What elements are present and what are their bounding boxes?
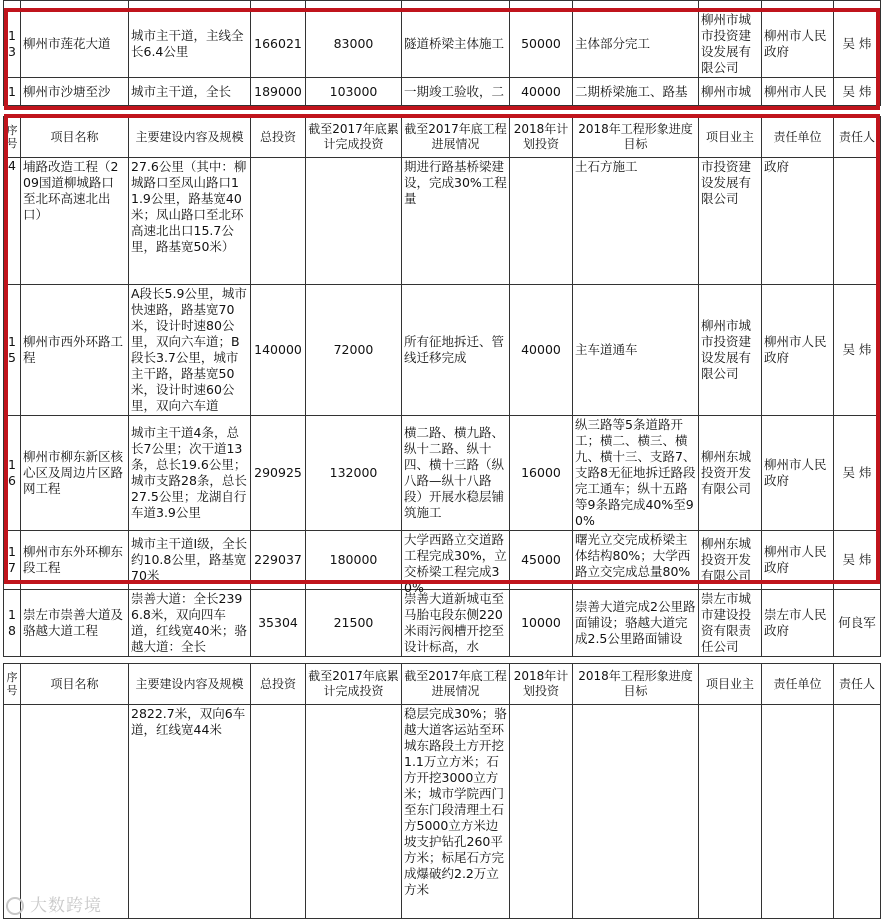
cell-person: 吴 炜: [834, 531, 881, 590]
header-done: 截至2017年底累计完成投资: [306, 664, 402, 705]
header-content: 主要建设内容及规模: [129, 664, 251, 705]
cell-seq: 1 3: [4, 11, 21, 78]
target-text: 曙光立交完成桥梁主体结构80%；大学西路立交完成总量80%: [575, 532, 691, 579]
cell-plan: [510, 158, 573, 285]
cell-unit: [762, 705, 834, 919]
cell-name: 埔路改造工程（209国道柳城路口至北环高速北出口）: [21, 158, 129, 285]
table-cut-row: [4, 1, 881, 11]
header-done: 截至2017年底累计完成投资: [306, 117, 402, 158]
cell-total: [251, 158, 306, 285]
cell-done: 103000: [306, 78, 402, 106]
header-seq: 序号: [4, 664, 21, 705]
table-header: [4, 117, 881, 158]
cell-seq: 1 6: [4, 416, 21, 531]
table-continued: [3, 663, 881, 919]
cell-target: [573, 705, 699, 919]
cell-owner: 柳州市城: [699, 78, 762, 106]
cell-plan: [510, 705, 573, 919]
table-header: [4, 664, 881, 705]
cell-total: 290925: [251, 416, 306, 531]
cell-done: 132000: [306, 416, 402, 531]
cell-total: 229037: [251, 531, 306, 590]
table-row: [4, 11, 881, 78]
header-unit: 责任单位: [762, 117, 834, 158]
cell-seq: [4, 705, 21, 919]
cell-done: 180000: [306, 531, 402, 590]
cell-done: 72000: [306, 285, 402, 416]
cell-target: 主体部分完工: [573, 11, 699, 78]
cell-total: 35304: [251, 590, 306, 657]
cell-person: 吴 炜: [834, 78, 881, 106]
header-name: 项目名称: [21, 664, 129, 705]
cell-done: 83000: [306, 11, 402, 78]
header-target: 2018年工程形象进度目标: [573, 664, 699, 705]
progress-text: 崇善大道新城屯至马胎屯段东侧220米雨污阀槽开挖至设计标高，水: [404, 591, 505, 654]
cell-done: 21500: [306, 590, 402, 657]
cell-content: 城市主干道Ⅰ级，全长约10.8公里，路基宽70米: [129, 531, 251, 590]
table-top: [3, 0, 881, 106]
cell-name: 柳州市莲花大道: [21, 11, 129, 78]
cell-plan: 50000: [510, 11, 573, 78]
table-row: [4, 590, 881, 657]
cell-name: 柳州市柳东新区核心区及周边片区路网工程: [21, 416, 129, 531]
header-plan: 2018年计划投资: [510, 664, 573, 705]
header-owner: 项目业主: [699, 664, 762, 705]
progress-text: 大学西路立交道路工程完成30%，立交桥梁工程完成30%: [404, 532, 507, 595]
cell-name: 柳州市沙塘至沙: [21, 78, 129, 106]
table-row: [4, 416, 881, 531]
cell-done: [306, 158, 402, 285]
cell-person: [834, 158, 881, 285]
header-progress: 截至2017年底工程进展情况: [402, 664, 510, 705]
header-person: 责任人: [834, 117, 881, 158]
cell-target: [573, 531, 699, 590]
cell-total: [251, 705, 306, 919]
cell-total: 189000: [251, 78, 306, 106]
cell-owner: 崇左市城市建设投资有限责任公司: [699, 590, 762, 657]
cell-content: 城市主干道4条，总长7公里；次干道13条，总长19.6公里；城市支路28条，总长27.5公里；龙湖自行车道3.9公里: [129, 416, 251, 531]
header-person: 责任人: [834, 664, 881, 705]
cell-name: 柳州市西外环路工程: [21, 285, 129, 416]
cell-name: 崇左市崇善大道及骆越大道工程: [21, 590, 129, 657]
cell-progress: 所有征地拆迁、管线迁移完成: [402, 285, 510, 416]
cell-progress: 期进行路基桥梁建设，完成30%工程量: [402, 158, 510, 285]
cell-unit: 柳州市人民政府: [762, 531, 834, 590]
cell-person: 吴 炜: [834, 416, 881, 531]
cell-target: 崇善大道完成2公里路面铺设；骆越大道完成2.5公里路面铺设: [573, 590, 699, 657]
cell-seq: 1 7: [4, 531, 21, 590]
cell-plan: 10000: [510, 590, 573, 657]
watermark-logo-icon: [6, 897, 24, 915]
watermark-text: 大数跨境: [30, 896, 102, 916]
cell-progress: 一期竣工验收，二: [402, 78, 510, 106]
cell-target: 主车道通车: [573, 285, 699, 416]
cell-done: [306, 705, 402, 919]
cell-total: 166021: [251, 11, 306, 78]
cell-unit: 政府: [762, 158, 834, 285]
cell-owner: 柳州东城投资开发有限公司: [699, 416, 762, 531]
cell-progress: 横二路、横九路、纵十二路、纵十四、横十三路（纵八路—纵十八路段）开展水稳层铺筑施工: [402, 416, 510, 531]
cell-seq: 4: [4, 158, 21, 285]
table-row: [4, 158, 881, 285]
header-plan: 2018年计划投资: [510, 117, 573, 158]
cell-name: [21, 705, 129, 919]
cell-plan: 45000: [510, 531, 573, 590]
cell-target: 土石方施工: [573, 158, 699, 285]
header-seq: 序号: [4, 117, 21, 158]
content-text: 崇善大道：全长2396.8米，双向四车道，红线宽40米；骆越大道：全长: [131, 591, 247, 654]
header-unit: 责任单位: [762, 664, 834, 705]
cell-target: 二期桥梁施工、路基: [573, 78, 699, 106]
cell-total: 140000: [251, 285, 306, 416]
table-row: [4, 285, 881, 416]
header-content: 主要建设内容及规模: [129, 117, 251, 158]
cell-content: A段长5.9公里，城市快速路，路基宽70米，设计时速80公里，双向六车道；B段长3.7公里，城市主干路，路基宽50米，设计时速60公里，双向六车道: [129, 285, 251, 416]
cell-target: 纵三路等5条道路开工；横二、横三、横九、横十三、支路7、支路8无征地拆迁路段完工通车；纵十五路等9条路完成40%至90%: [573, 416, 699, 531]
cell-person: 何良军: [834, 590, 881, 657]
cell-seq: 1 5: [4, 285, 21, 416]
cell-name: 柳州市东外环柳东段工程: [21, 531, 129, 590]
table-row: [4, 531, 881, 590]
header-target: 2018年工程形象进度目标: [573, 117, 699, 158]
cell-person: 吴 炜: [834, 11, 881, 78]
table-row: [4, 78, 881, 106]
cell-person: 吴 炜: [834, 285, 881, 416]
header-total: 总投资: [251, 664, 306, 705]
header-name: 项目名称: [21, 117, 129, 158]
table-row: [4, 705, 881, 919]
cell-plan: 40000: [510, 285, 573, 416]
cell-seq: 1 8: [4, 590, 21, 657]
cell-owner: 市投资建设发展有限公司: [699, 158, 762, 285]
cell-content: 2822.7米，双向6车道，红线宽44米: [129, 705, 251, 919]
cell-unit: 柳州市人民政府: [762, 285, 834, 416]
cell-content: 城市主干道，主线全长6.4公里: [129, 11, 251, 78]
cell-unit: 柳州市人民政府: [762, 416, 834, 531]
cell-progress: 隧道桥梁主体施工: [402, 11, 510, 78]
cell-owner: [699, 705, 762, 919]
cell-unit: 柳州市人民: [762, 78, 834, 106]
cell-content: 27.6公里（其中：柳城路口至凤山路口11.9公里，路基宽40米；凤山路口至北环高速北出口15.7公里，路基宽50米）: [129, 158, 251, 285]
cell-seq: 1: [4, 78, 21, 106]
cell-owner: 柳州市城市投资建设发展有限公司: [699, 11, 762, 78]
cell-progress: [402, 590, 510, 657]
cell-owner: 柳州市城市投资建设发展有限公司: [699, 285, 762, 416]
cell-progress: 稳层完成30%；骆越大道客运站至环城东路段土方开挖1.1万立方米；石方开挖3000立方米；城市学院西门至东门段清理土石方5000立方米边坡支护钻孔260平方米；标尾石方完成爆破约2.2万立方米: [402, 705, 510, 919]
cell-progress: [402, 531, 510, 595]
cell-owner: 柳州东城投资开发有限公司: [699, 531, 762, 590]
header-total: 总投资: [251, 117, 306, 158]
cell-content: [129, 590, 251, 657]
table-main: [3, 116, 881, 657]
header-owner: 项目业主: [699, 117, 762, 158]
cell-unit: 崇左市人民政府: [762, 590, 834, 657]
cell-plan: 40000: [510, 78, 573, 106]
cell-person: [834, 705, 881, 919]
cell-content: 城市主干道，全长: [129, 78, 251, 106]
cell-plan: 16000: [510, 416, 573, 531]
watermark: [6, 891, 102, 916]
header-progress: 截至2017年底工程进展情况: [402, 117, 510, 158]
cell-unit: 柳州市人民政府: [762, 11, 834, 78]
